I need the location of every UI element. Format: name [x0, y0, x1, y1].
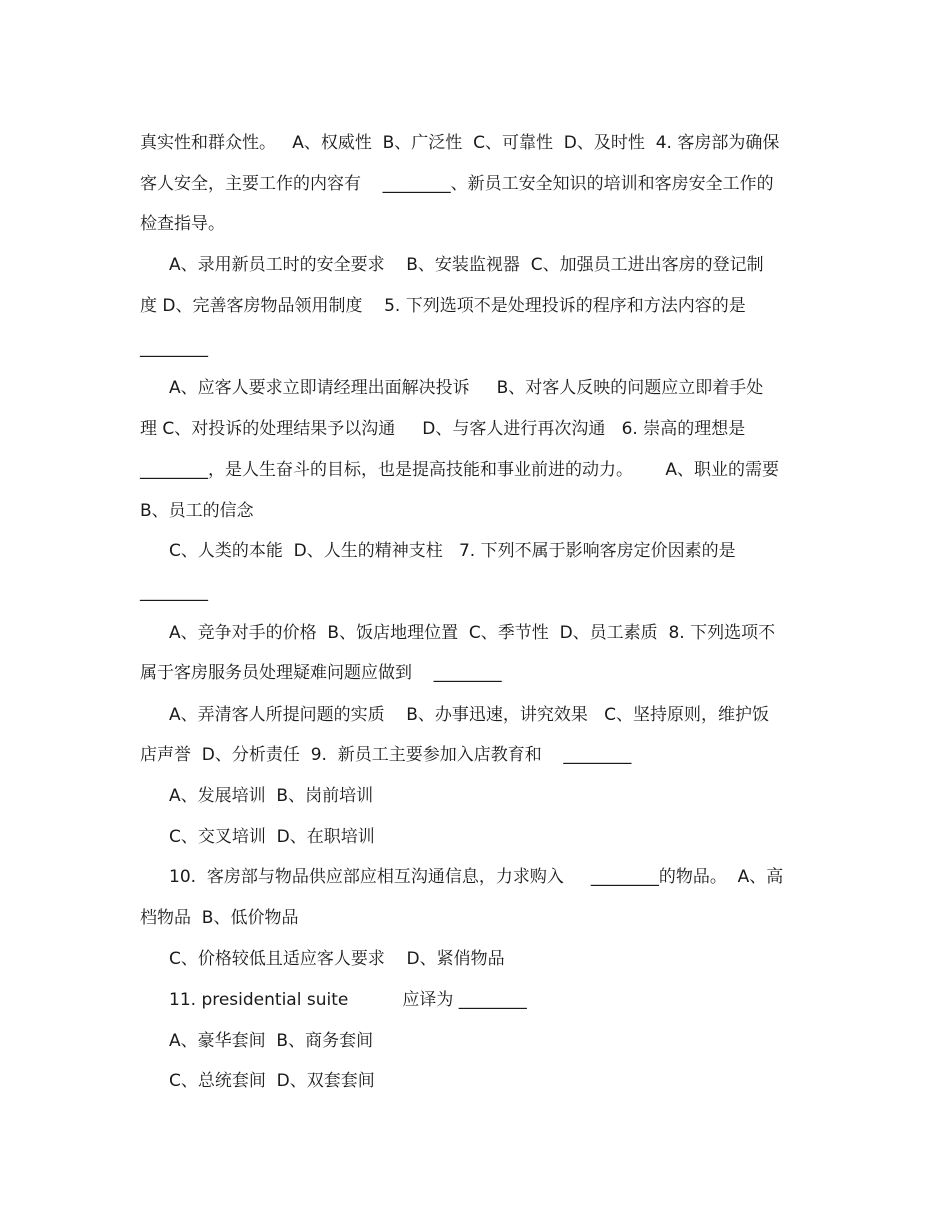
- text-line: A、应客人要求立即请经理出面解决投诉 B、对客人反映的问题应立即着手处: [169, 378, 764, 398]
- text-line: C、人类的本能 D、人生的精神支柱 7. 下列不属于影响客房定价因素的是: [169, 541, 736, 561]
- text-line: C、交叉培训 D、在职培训: [169, 827, 375, 847]
- text-line: A、弄清客人所提问题的实质 B、办事迅速，讲究效果 C、坚持原则，维护饭: [169, 705, 769, 725]
- text-line: A、录用新员工时的安全要求 B、安装监视器 C、加强员工进出客房的登记制: [169, 255, 764, 275]
- text-line: C、价格较低且适应客人要求 D、紧俏物品: [169, 949, 505, 969]
- text-line: 检查指导。: [140, 214, 225, 234]
- text-line: 客人安全，主要工作的内容有 ________、新员工安全知识的培训和客房安全工作的: [140, 174, 774, 194]
- text-line: 11. presidential suite 应译为 ________: [169, 990, 527, 1010]
- text-line: ________，是人生奋斗的目标，也是提高技能和事业前进的动力。 A、职业的需要: [140, 460, 780, 480]
- answer-blank: ________: [140, 338, 208, 358]
- answer-blank: ________: [140, 582, 208, 602]
- text-line: 10. 客房部与物品供应部应相互沟通信息，力求购入 ________的物品。 A、高: [169, 867, 784, 887]
- text-line: A、发展培训 B、岗前培训: [169, 786, 374, 806]
- text-line: 真实性和群众性。 A、权威性 B、广泛性 C、可靠性 D、及时性 4. 客房部为确保: [140, 133, 780, 153]
- text-line: 理 C、对投诉的处理结果予以沟通 D、与客人进行再次沟通 6. 崇高的理想是: [140, 419, 746, 439]
- text-line: A、竞争对手的价格 B、饭店地理位置 C、季节性 D、员工素质 8. 下列选项不: [169, 623, 776, 643]
- text-line: C、总统套间 D、双套套间: [169, 1071, 375, 1091]
- text-line: B、员工的信念: [140, 501, 254, 521]
- text-line: 档物品 B、低价物品: [140, 908, 299, 928]
- text-line: 度 D、完善客房物品领用制度 5. 下列选项不是处理投诉的程序和方法内容的是: [140, 296, 746, 316]
- text-line: 属于客房服务员处理疑难问题应做到 ________: [140, 663, 502, 683]
- text-line: 店声誉 D、分析责任 9. 新员工主要参加入店教育和 ________: [140, 745, 632, 765]
- text-line: A、豪华套间 B、商务套间: [169, 1031, 374, 1051]
